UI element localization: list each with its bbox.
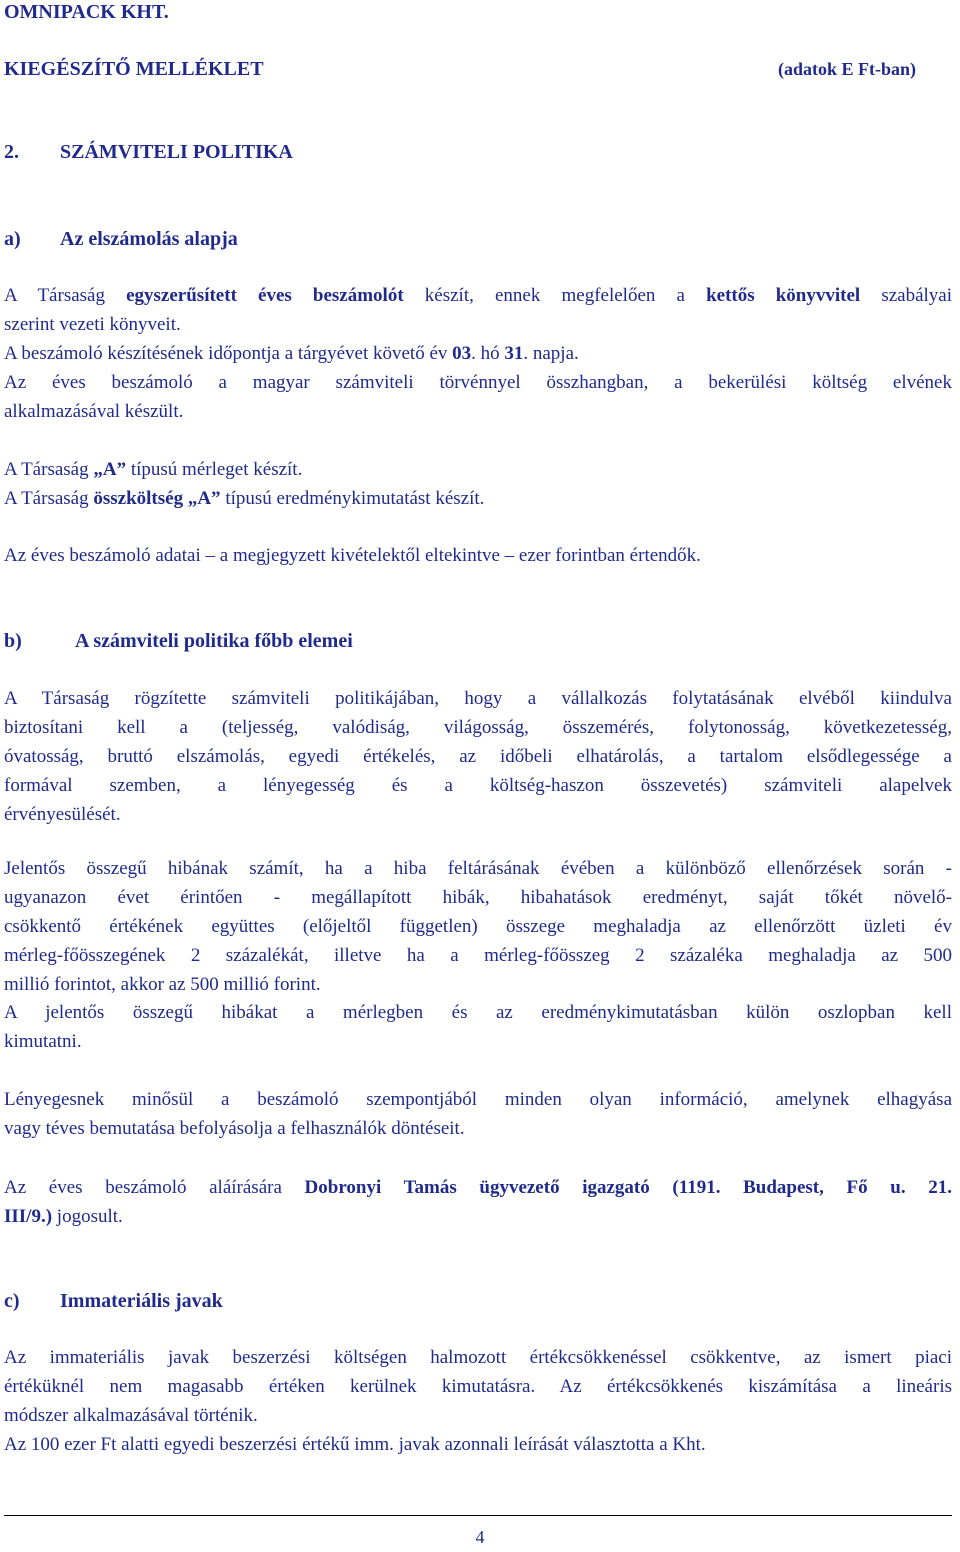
unit-note: (adatok E Ft-ban) (777, 59, 916, 79)
section-heading (4, 138, 293, 167)
text-line: kimutatni. (4, 1031, 82, 1052)
text-line: A jelentős összegű hibákat a mérlegben és az eredménykimutatásban külön oszlopban kell (4, 1002, 952, 1023)
footer-divider (4, 1515, 952, 1516)
text-line: Az éves beszámoló a magyar számviteli törvénnyel összhangban, a bekerülési költség elvének (4, 372, 952, 393)
subsection-b-title: A számviteli politika főbb elemei (75, 630, 353, 652)
text-line: millió forintot, akkor az 500 millió forint. (4, 974, 321, 995)
text-line: módszer alkalmazásával történik. (4, 1405, 258, 1426)
intangibles-paragraph (4, 1343, 952, 1459)
text-line: A Társaság rögzítette számviteli politikájában, hogy a vállalkozás folytatásának elvéből kiindulva (4, 688, 952, 709)
section-title: SZÁMVITELI POLITIKA (60, 141, 293, 163)
document-title: KIEGÉSZÍTŐ MELLÉKLET (4, 58, 264, 80)
text-line: Az éves beszámoló aláírására Dobronyi Tamás ügyvezető igazgató (1191. Budapest, Fő u. 21. (4, 1177, 952, 1198)
error-reporting-paragraph (4, 998, 952, 1056)
text-line: A beszámoló készítésének időpontja a tárgyévet követő év 03. hó 31. napja. (4, 343, 579, 364)
text-line: ugyanazon évet érintően - megállapított hibák, hibahatások eredményt, saját tőkét növelő- (4, 887, 952, 908)
text-line: A Társaság összköltség „A” típusú eredménykimutatást készít. (4, 488, 485, 509)
unit-paragraph (4, 541, 952, 570)
text-line: Lényegesnek minősül a beszámoló szempontjából minden olyan információ, amelynek elhagyása (4, 1089, 952, 1110)
subsection-a-title: Az elszámolás alapja (60, 228, 238, 250)
report-type-paragraph (4, 455, 952, 513)
text-line: Az 100 ezer Ft alatti egyedi beszerzési értékű imm. javak azonnali leírását választotta a Kht. (4, 1434, 706, 1455)
subsection-a-heading (4, 225, 238, 254)
subsection-a-label: a) (4, 228, 21, 250)
text-line: értéküknél nem magasabb értéken kerülnek kimutatásra. Az értékcsökkenés kiszámítása a lineáris (4, 1376, 952, 1397)
text-line: A Társaság egyszerűsített éves beszámolót készít, ennek megfelelően a kettős könyvvitel szabályai (4, 285, 952, 306)
materiality-paragraph (4, 1085, 952, 1143)
principles-paragraph (4, 684, 952, 829)
text-line: Jelentős összegű hibának számít, ha a hiba feltárásának évében a különböző ellenőrzések során - (4, 858, 952, 879)
subsection-c-heading (4, 1287, 223, 1316)
subsection-b-label: b) (4, 630, 22, 652)
text-line: formával szemben, a lényegesség és a költség-haszon összevetés) számviteli alapelvek (4, 775, 952, 796)
page-number: 4 (475, 1527, 485, 1547)
signatory-paragraph (4, 1173, 952, 1231)
text-line: vagy téves bemutatása befolyásolja a felhasználók döntéseit. (4, 1118, 465, 1139)
text-line: A Társaság „A” típusú mérleget készít. (4, 459, 303, 480)
text-line: óvatosság, bruttó elszámolás, egyedi értékelés, az időbeli elhatárolás, a tartalom elsődlegessége a (4, 746, 952, 767)
text-line: III/9.) jogosult. (4, 1206, 123, 1227)
company-name: OMNIPACK KHT. (4, 1, 169, 23)
text-line: Az éves beszámoló adatai – a megjegyzett kivételektől eltekintve – ezer forintban értendők. (4, 545, 701, 566)
text-line: csökkentő értékének együttes (előjeltől független) összege meghaladja az ellenőrzött üzleti év (4, 916, 952, 937)
text-line: alkalmazásával készült. (4, 401, 184, 422)
section-number: 2. (4, 141, 19, 163)
subsection-b-heading (4, 627, 353, 656)
text-line: Az immateriális javak beszerzési költségen halmozott értékcsökkenéssel csökkentve, az ismert piaci (4, 1347, 952, 1368)
text-line: mérleg-főösszegének 2 százalékát, illetve ha a mérleg-főösszeg 2 százaléka meghaladja az 500 (4, 945, 952, 966)
text-line: érvényesülését. (4, 804, 121, 825)
subsection-c-label: c) (4, 1290, 20, 1312)
text-line: biztosítani kell a (teljesség, valódiság, világosság, összemérés, folytonosság, következetesség, (4, 717, 952, 738)
accounting-basis-paragraph (4, 281, 952, 426)
text-line: szerint vezeti könyveit. (4, 314, 181, 335)
significant-error-paragraph (4, 854, 952, 999)
subsection-c-title: Immateriális javak (60, 1290, 223, 1312)
